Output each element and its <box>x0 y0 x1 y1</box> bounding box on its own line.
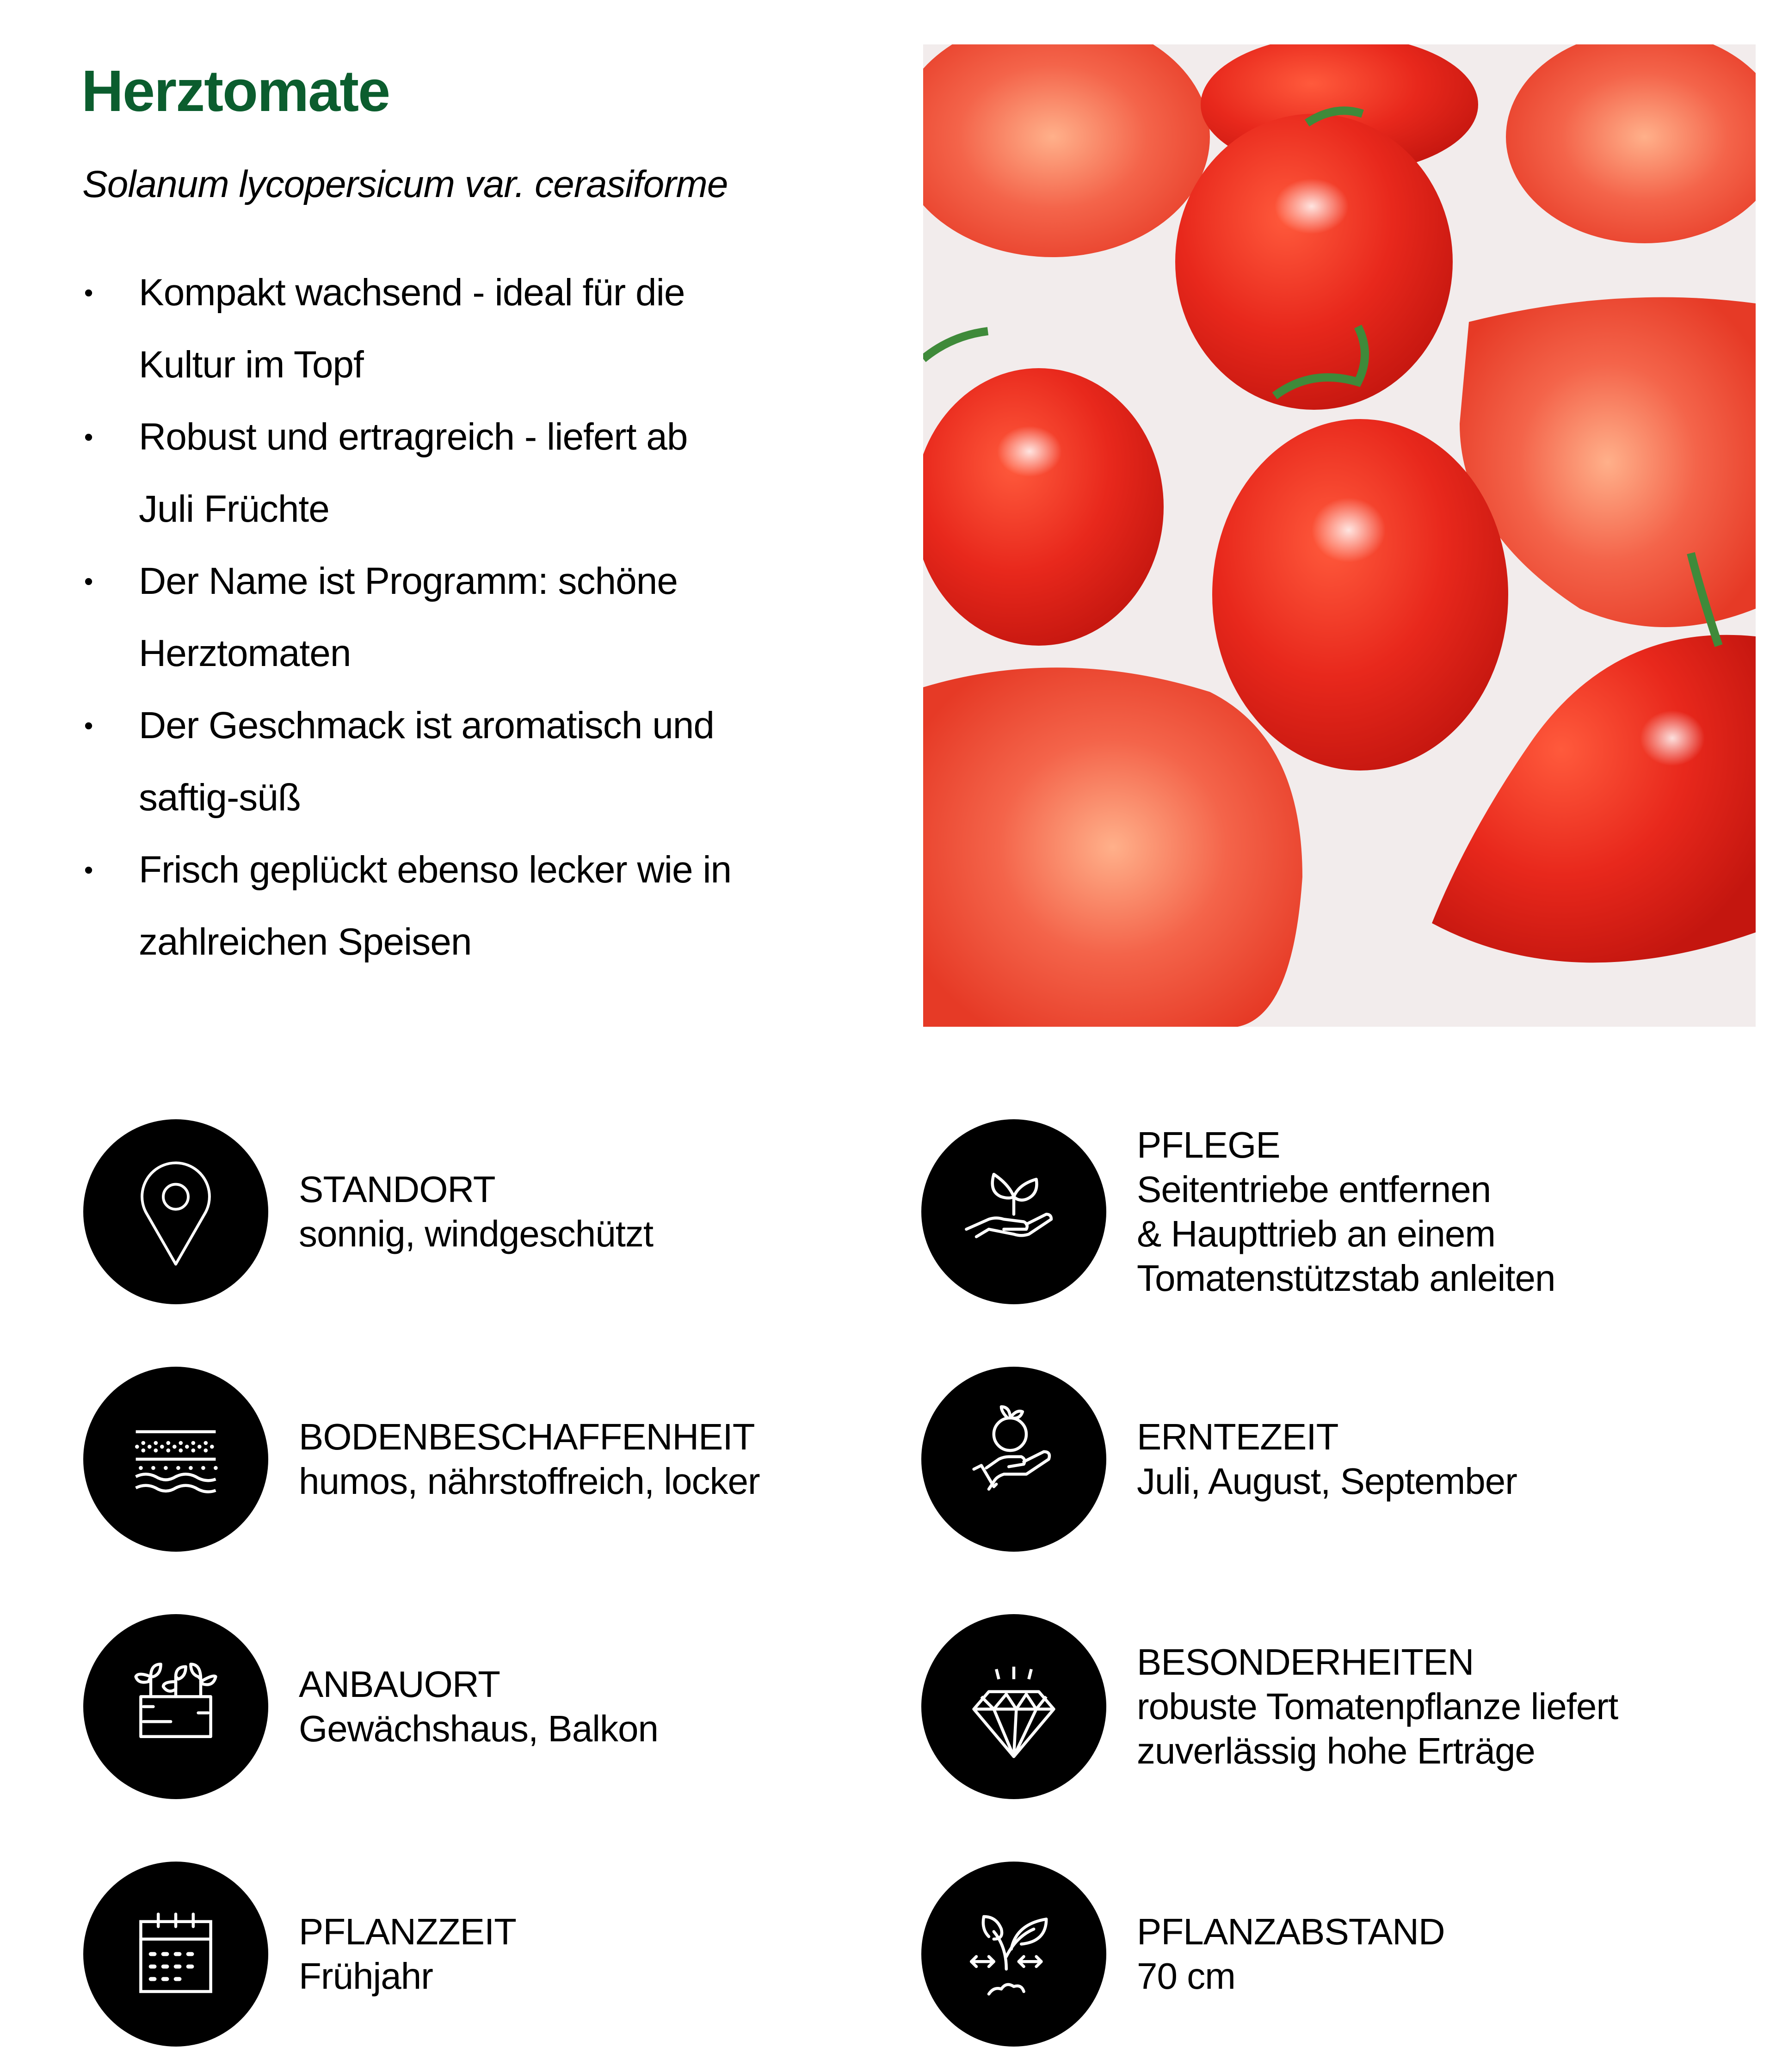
bullet-line: Kompakt wachsend - ideal für die <box>139 271 685 314</box>
feature-bodenbeschaffenheit <box>83 1367 760 1552</box>
bullet-line: Der Geschmack ist aromatisch und <box>139 704 715 746</box>
bullet-line: Juli Früchte <box>139 488 329 530</box>
feature-label: ANBAUORT <box>299 1664 500 1705</box>
feature-value: Gewächshaus, Balkon <box>299 1708 659 1749</box>
feature-value: robuste Tomatenpflanze liefert <box>1137 1686 1618 1727</box>
bullet-item <box>81 257 845 401</box>
feature-value: & Haupttrieb an einem <box>1137 1213 1496 1254</box>
feature-label: PFLEGE <box>1137 1124 1280 1166</box>
plant-spacing-icon <box>921 1862 1106 2047</box>
bullet-item <box>81 401 845 545</box>
feature-value: zuverlässig hohe Erträge <box>1137 1730 1535 1771</box>
feature-label: BESONDERHEITEN <box>1137 1641 1474 1683</box>
hand-fruit-icon <box>921 1367 1106 1552</box>
planter-box-icon <box>83 1614 268 1799</box>
soil-layers-icon <box>83 1367 268 1552</box>
feature-label: ERNTEZEIT <box>1137 1416 1338 1457</box>
bullet-line: saftig-süß <box>139 777 301 819</box>
feature-bullet-list <box>81 257 845 978</box>
feature-value: Frühjahr <box>299 1955 433 1997</box>
feature-anbauort <box>83 1614 658 1799</box>
calendar-icon <box>83 1862 268 2047</box>
bullet-line: Herztomaten <box>139 632 351 674</box>
bullet-dot-icon: • <box>84 711 93 740</box>
bullet-dot-icon: • <box>84 422 93 451</box>
bullet-line: zahlreichen Speisen <box>139 921 472 963</box>
bullet-line: Frisch geplückt ebenso lecker wie in <box>139 849 732 891</box>
latin-name: Solanum lycopersicum var. cerasiforme <box>82 163 728 205</box>
bullet-item <box>81 545 845 690</box>
feature-value: Seitentriebe entfernen <box>1137 1169 1491 1210</box>
feature-value: 70 cm <box>1137 1955 1235 1997</box>
feature-label: STANDORT <box>299 1169 495 1210</box>
hand-seedling-icon <box>921 1119 1106 1304</box>
feature-besonderheiten <box>921 1614 1618 1799</box>
bullet-line: Kultur im Topf <box>139 344 364 386</box>
feature-value: sonnig, windgeschützt <box>299 1213 654 1254</box>
feature-standort <box>83 1119 653 1304</box>
bullet-dot-icon: • <box>84 567 93 596</box>
product-photo <box>923 44 1756 1027</box>
location-pin-icon <box>83 1119 268 1304</box>
product-title: Herztomate <box>81 58 390 123</box>
feature-erntezeit <box>921 1367 1517 1552</box>
feature-pflanzabstand <box>921 1862 1445 2047</box>
bullet-line: Robust und ertragreich - liefert ab <box>139 416 688 458</box>
bullet-dot-icon: • <box>84 855 93 884</box>
feature-label: PFLANZZEIT <box>299 1911 517 1952</box>
bullet-line: Der Name ist Programm: schöne <box>139 560 678 602</box>
feature-value: Tomatenstützstab anleiten <box>1137 1258 1555 1299</box>
feature-value: humos, nährstoffreich, locker <box>299 1461 760 1502</box>
tomatoes-image <box>923 44 1756 1027</box>
bullet-dot-icon: • <box>84 278 93 307</box>
feature-label: PFLANZABSTAND <box>1137 1911 1445 1952</box>
feature-label: BODENBESCHAFFENHEIT <box>299 1416 755 1457</box>
feature-value: Juli, August, September <box>1137 1461 1517 1502</box>
bullet-item <box>81 690 845 834</box>
bullet-item <box>81 834 845 978</box>
feature-pflege <box>921 1119 1555 1304</box>
feature-pflanzzeit <box>83 1862 516 2047</box>
diamond-icon <box>921 1614 1106 1799</box>
